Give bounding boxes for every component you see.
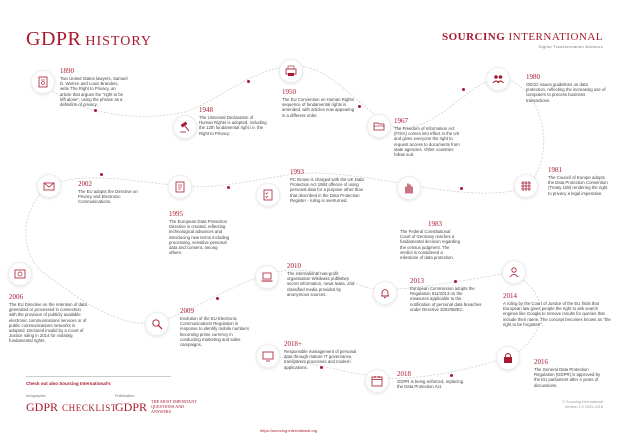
folder-icon (368, 115, 390, 137)
path-dot (460, 187, 463, 190)
event-text: The Freedom of Information Act (FOIA) comes into effect in the US and gives everyone the right to request access to documents from state agencies. Other countries follow suit. (394, 126, 460, 158)
event-year: 1950 (282, 88, 296, 96)
path-dot (450, 374, 453, 377)
event-year: 2014 (503, 292, 517, 300)
event-text: Two United States lawyers, Samuel D. Warren and Louis Brandeis, write The Right to Privacy, an article that argues the "right to be left alone", using the phrase as a definition of privacy. (60, 76, 128, 108)
event-text: The European Data Protection Directive is created, reflecting technological advances and introducing new terms including processing, sensitive personal data and consent, among others. (169, 219, 230, 256)
event-text: The EU Directive on the retention of data generated or processed in connection with the provision of publicly available electronic communications services or of public communications networks is adopted. Declared invalid by a Court of Justice ruling in 2014 for violating fundamental rights. (9, 302, 87, 344)
publication-link[interactable] (115, 393, 201, 416)
footer-divider (26, 376, 171, 377)
footer-url[interactable]: https://sourcing-international.org (260, 428, 318, 433)
path-dot (100, 173, 103, 176)
event-text: The Federal Constitutional Court of Germany reaches a fundamental decision regarding the census judgment. The verdict is considered a milestone of data protection. (400, 229, 460, 261)
printer-icon (280, 60, 302, 82)
path-dot (454, 280, 457, 283)
path-dot (462, 88, 465, 91)
event-year: 2009 (180, 307, 194, 315)
path-dot (247, 80, 250, 83)
document-icon (169, 176, 191, 198)
event-year: 1981 (548, 166, 562, 174)
event-text: GDPR is being enforced, replacing the Data Protection Act. (397, 379, 464, 390)
monitor-icon (257, 345, 279, 367)
checklist-label: Infographic (26, 393, 46, 398)
event-year: 1890 (60, 67, 74, 75)
event-year: 1948 (199, 106, 213, 114)
event-text: The General Data Protection Regulation (GDPR) is approved by the EU parliament after 4 years of discussions. (534, 367, 601, 388)
event-text: The Council of Europe adopts the Data Protection Convention (Treaty 108) rendering the right to privacy a legal imperative. (548, 175, 608, 196)
event-year: 1983 (428, 220, 442, 228)
calendar-icon (366, 370, 388, 392)
event-text: The EU Convention on Human Rights sequence of fundamental rights is amended, with articles now appearing in a different order. (282, 97, 355, 118)
checklist-name-a: GDPR (26, 400, 59, 414)
event-year: 2018 (397, 370, 411, 378)
event-text: The international non-profit organisation Wikileaks publishes secret information, news leaks, and classified media provided by anonymous sources. (287, 271, 355, 297)
magnifier-icon (146, 313, 168, 335)
laptop-icon (256, 266, 278, 288)
event-year: 1967 (394, 117, 408, 125)
path-dot (94, 109, 97, 112)
envelope-icon (38, 175, 60, 197)
event-year: 2016 (534, 358, 548, 366)
copyright (562, 400, 603, 410)
checklist-name-b: CHECKLIST (62, 403, 117, 413)
publication-name-b: THE MOST IMPORTANT QUESTIONS AND ANSWERS (151, 399, 197, 414)
title-history: HISTORY (85, 34, 153, 49)
event-text: The EU adopts the Directive on Privacy and Electronic Communications. (78, 189, 138, 205)
path-dot (358, 105, 361, 108)
copyright-line2: Version 1.0 2020-2018 (564, 405, 603, 409)
hand-icon (398, 177, 420, 199)
event-year: 2002 (78, 180, 92, 188)
gavel-icon (174, 116, 196, 138)
user-shield-icon (503, 261, 525, 283)
path-dot (216, 297, 219, 300)
brand-logo (442, 31, 603, 49)
event-year: 1980 (526, 73, 540, 81)
brand-part2: INTERNATIONAL (508, 31, 603, 43)
publication-label: Publication (115, 393, 135, 398)
event-text: A ruling by the Court of Justice of the EU finds that European law gives people the right to ask search engines like Google to remove results for queries that include their name. The concept becomes known as "the right to be forgotten". (503, 301, 611, 327)
event-year: 2013 (410, 277, 424, 285)
event-year: 2018+ (284, 340, 302, 348)
brand-tagline: Digital Transformation Advisors (538, 44, 603, 49)
grid-icon (515, 175, 537, 197)
event-text: European Commission adopts the Regulation 611/2013 on the measures applicable to the notification of personal data breaches under Directive 2002/58/EC. (410, 286, 482, 312)
event-year: 2006 (9, 293, 23, 301)
safe-icon (9, 263, 31, 285)
bell-icon (374, 282, 396, 304)
lock-icon (497, 347, 519, 369)
scales-icon (32, 71, 54, 93)
people-icon (487, 68, 509, 90)
event-year: 1993 (290, 168, 304, 176)
event-year: 2010 (287, 262, 301, 270)
event-text: OECD issues guidelines on data protection, reflecting the increasing use of computers to process business transactions. (526, 82, 606, 103)
brand-part1: SOURCING (441, 31, 506, 43)
footer-note: Check out also Sourcing International's (26, 381, 111, 386)
path-dot (320, 366, 323, 369)
event-text: PC Brown is charged with the UK Data Protection Act 1984 offence of using personal data for a purpose other than that described in the Data Protection Register - ruling is overturned. (290, 177, 364, 203)
event-text: Responsible management of personal data through mature IT governance, transparent processes and modern applications. (284, 349, 357, 370)
event-year: 1995 (169, 210, 183, 218)
event-text: The Universal Declaration of Human Rights is adopted, including the 12th fundamental right i.e. the Right to Privacy. (199, 115, 267, 136)
page-title (26, 28, 152, 51)
copyright-line1: © Sourcing International (562, 400, 603, 404)
event-text: Evolution of the EU Electronic Communications Regulation in response to identify mobile numbers becoming prime currency in conducting marketing and sales campaigns. (180, 316, 250, 348)
checklist-link[interactable] (26, 393, 117, 416)
publication-name-a: GDPR (115, 400, 148, 414)
checklist-icon (257, 184, 279, 206)
path-dot (227, 186, 230, 189)
title-gdpr: GDPR (26, 28, 82, 50)
